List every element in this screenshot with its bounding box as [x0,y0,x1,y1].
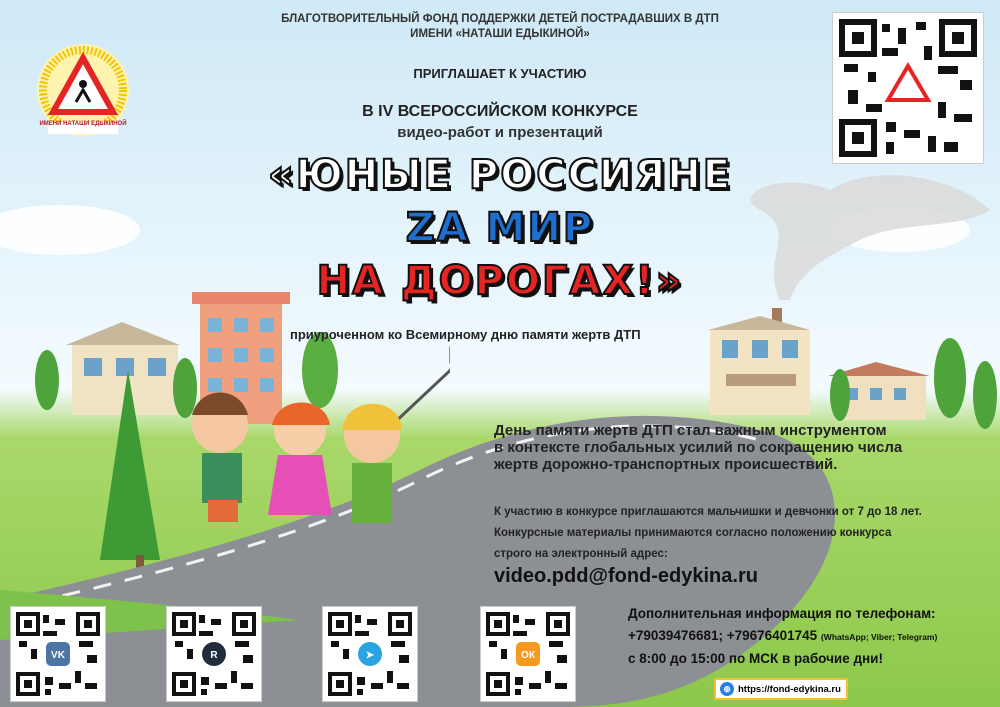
info-line-3: строго на электронный адрес: [494,548,668,560]
invite-text: ПРИГЛАШАЕТ К УЧАСТИЮ [413,66,587,81]
qr-pattern-main [838,18,978,158]
phone-line [628,625,988,648]
working-hours: с 8:00 до 15:00 по МСК в рабочие дни! [628,651,883,666]
organization-name [250,12,750,42]
main-paragraph [494,422,974,473]
svg-text:➤: ➤ [365,650,375,661]
messenger-apps: (WhatsApp; Viber; Telegram) [820,632,938,642]
website-url: https://fond-edykina.ru [738,683,841,695]
logo-bottom-text: ИМЕНИ НАТАШИ ЕДЫКИНОЙ [39,121,127,127]
qr-pattern [15,611,101,697]
svg-text:ОК: ОК [521,650,535,661]
main-line-1: День памяти жертв ДТП стал важным инструментом [494,422,887,439]
dedication-text: приуроченном ко Всемирному дню памяти жертв ДТП [290,327,641,342]
info-paragraph [494,502,974,565]
contest-heading: В IV ВСЕРОССИЙСКОМ КОНКУРСЕ [362,103,638,120]
qr-code-odnoklassniki[interactable] [480,606,576,702]
website-link[interactable] [714,678,848,700]
contest-subtitle: видео-работ и презентаций [397,124,603,141]
contacts-heading: Дополнительная информация по телефонам: [628,606,936,621]
children-illustration [160,345,450,550]
qr-pattern [327,611,413,697]
qr-code-vk[interactable] [10,606,106,702]
info-line-1: К участию в конкурсе приглашаются мальчишки и девчонки от 7 до 18 лет. [494,506,922,518]
svg-text:VK: VK [51,650,65,661]
svg-text:R: R [210,650,218,661]
org-line-2: ИМЕНИ «НАТАШИ ЕДЫКИНОЙ» [410,28,590,40]
globe-icon: ⊕ [720,682,734,696]
contacts-block [628,603,988,670]
qr-pattern [171,611,257,697]
info-line-2: Конкурсные материалы принимаются согласно положению конкурса [494,527,892,539]
qr-pattern [485,611,571,697]
qr-code-telegram[interactable] [322,606,418,702]
main-qr-code[interactable] [832,12,984,164]
title-line-3: НА ДОРОГАХ!» [316,258,684,304]
title-line-1: «ЮНЫЕ РОССИЯНЕ [267,152,733,198]
title-line-2: ZA МИР [405,205,595,251]
email-address[interactable]: video.pdd@fond-edykina.ru [494,565,758,587]
qr-code-rutube[interactable] [166,606,262,702]
phone-numbers[interactable]: +79039476681; +79676401745 [628,628,818,643]
org-line-1: БЛАГОТВОРИТЕЛЬНЫЙ ФОНД ПОДДЕРЖКИ ДЕТЕЙ ПОСТРАДАВШИХ В ДТП [281,13,719,25]
main-line-2: в контексте глобальных усилий по сокращению числа [494,439,903,456]
main-line-3: жертв дорожно-транспортных происшествий. [494,456,838,473]
